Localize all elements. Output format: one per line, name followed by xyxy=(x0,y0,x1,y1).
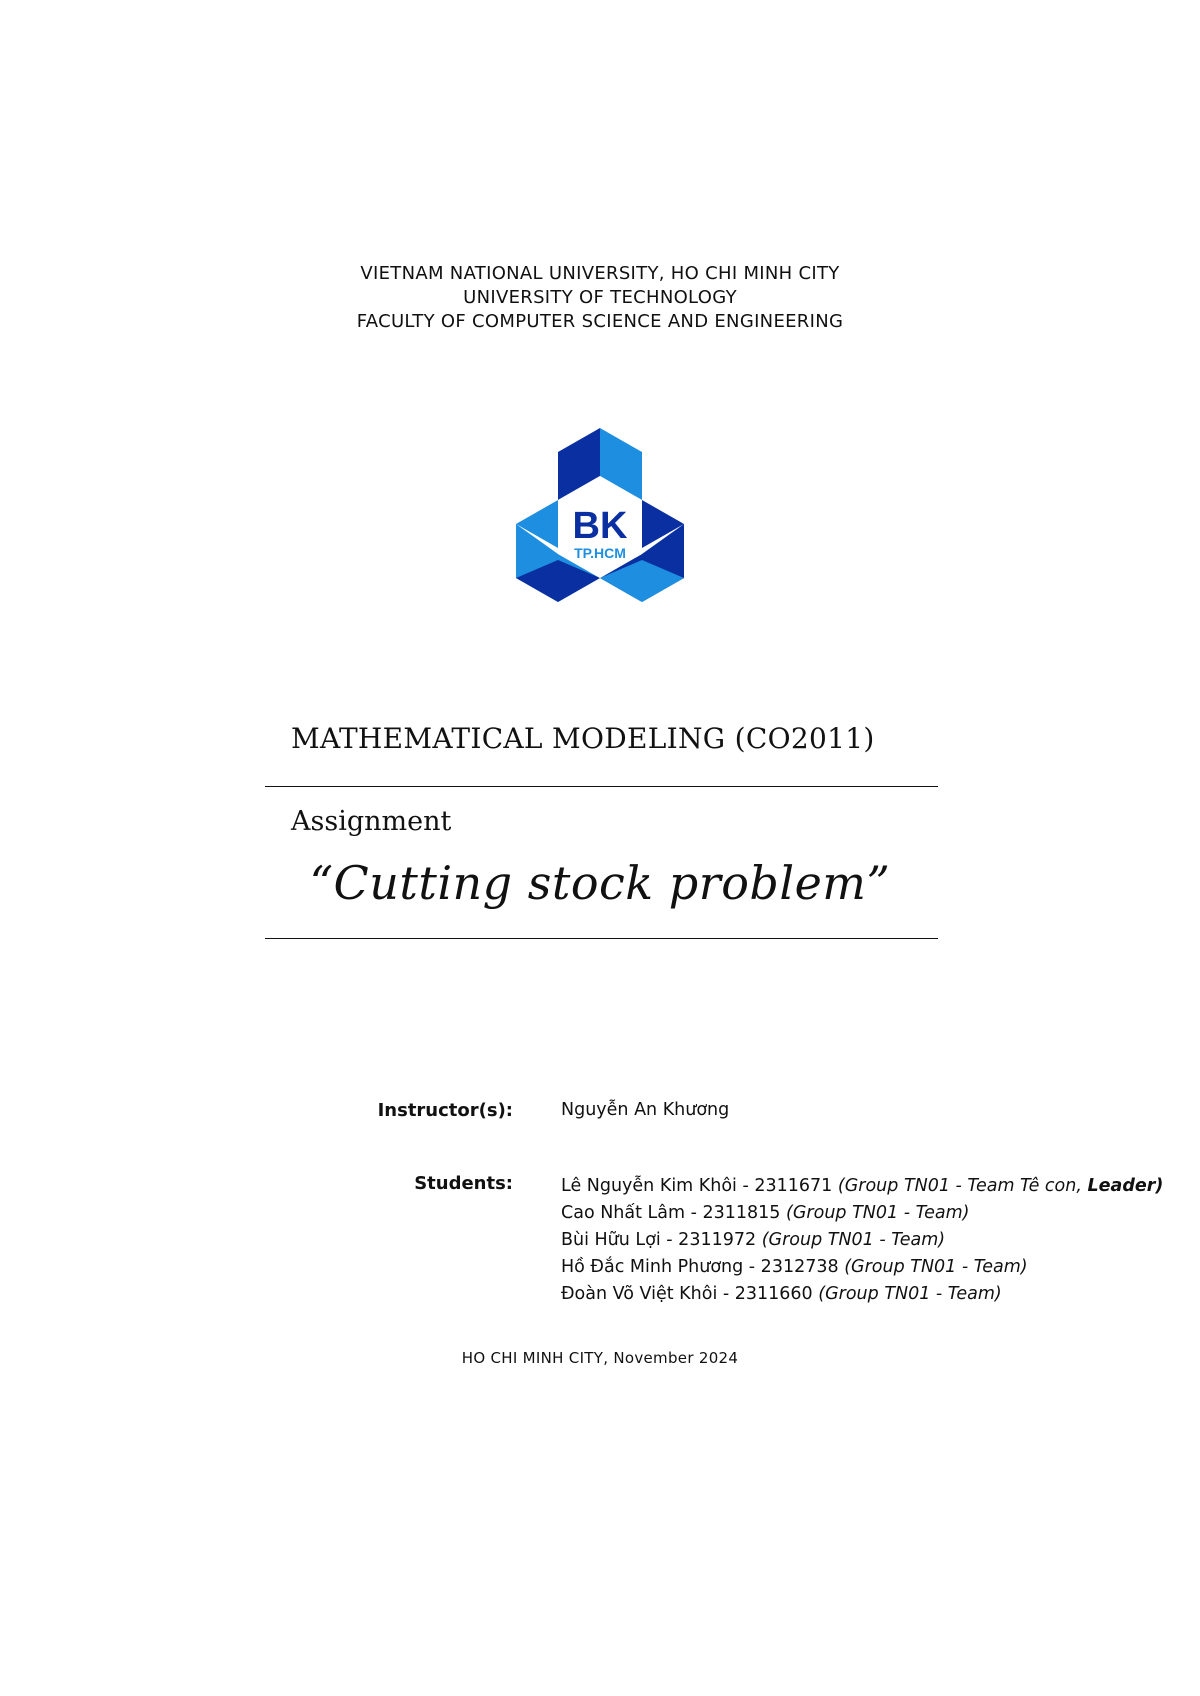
course-title: MATHEMATICAL MODELING (CO2011) xyxy=(291,722,875,755)
student-group: (Group TN01 - Team) xyxy=(844,1257,1028,1277)
logo-tphcm-text: TP.HCM xyxy=(574,545,626,561)
student-name: Đoàn Võ Việt Khôi - 2311660 xyxy=(561,1284,813,1304)
bk-logo xyxy=(512,428,689,608)
title-rule-top xyxy=(265,786,938,787)
student-group: (Group TN01 - Team Tê con, xyxy=(837,1176,1082,1196)
student-row xyxy=(561,1281,1163,1308)
student-name: Hồ Đắc Minh Phương - 2312738 xyxy=(561,1257,839,1277)
student-group: (Group TN01 - Team) xyxy=(786,1203,970,1223)
student-name: Bùi Hữu Lợi - 2311972 xyxy=(561,1230,757,1250)
university-header xyxy=(0,262,1200,334)
students-list xyxy=(561,1173,1163,1308)
student-group: (Group TN01 - Team) xyxy=(761,1230,946,1250)
title-rule-bottom xyxy=(265,938,938,939)
student-row xyxy=(561,1254,1163,1281)
footer-city-date: HO CHI MINH CITY, November 2024 xyxy=(461,1349,739,1367)
students-label: Students: xyxy=(414,1173,513,1194)
student-row xyxy=(561,1227,1163,1254)
student-row xyxy=(561,1200,1163,1227)
student-group: (Group TN01 - Team) xyxy=(818,1284,1002,1304)
student-row xyxy=(561,1173,1163,1200)
student-name: Cao Nhất Lâm - 2311815 xyxy=(561,1203,781,1223)
logo-bk-text: BK xyxy=(572,505,628,547)
instructor-label: Instructor(s): xyxy=(377,1100,513,1121)
student-role: Leader) xyxy=(1087,1176,1164,1196)
student-name: Lê Nguyễn Kim Khôi - 2311671 xyxy=(561,1176,833,1196)
header-line-school: UNIVERSITY OF TECHNOLOGY xyxy=(463,287,737,308)
instructor-name: Nguyễn An Khương xyxy=(561,1100,730,1120)
header-line-faculty: FACULTY OF COMPUTER SCIENCE AND ENGINEERING xyxy=(356,311,844,332)
assignment-label: Assignment xyxy=(291,806,452,837)
assignment-title: “Cutting stock problem” xyxy=(309,856,891,910)
header-line-university: VIETNAM NATIONAL UNIVERSITY, HO CHI MINH CITY xyxy=(360,263,840,284)
